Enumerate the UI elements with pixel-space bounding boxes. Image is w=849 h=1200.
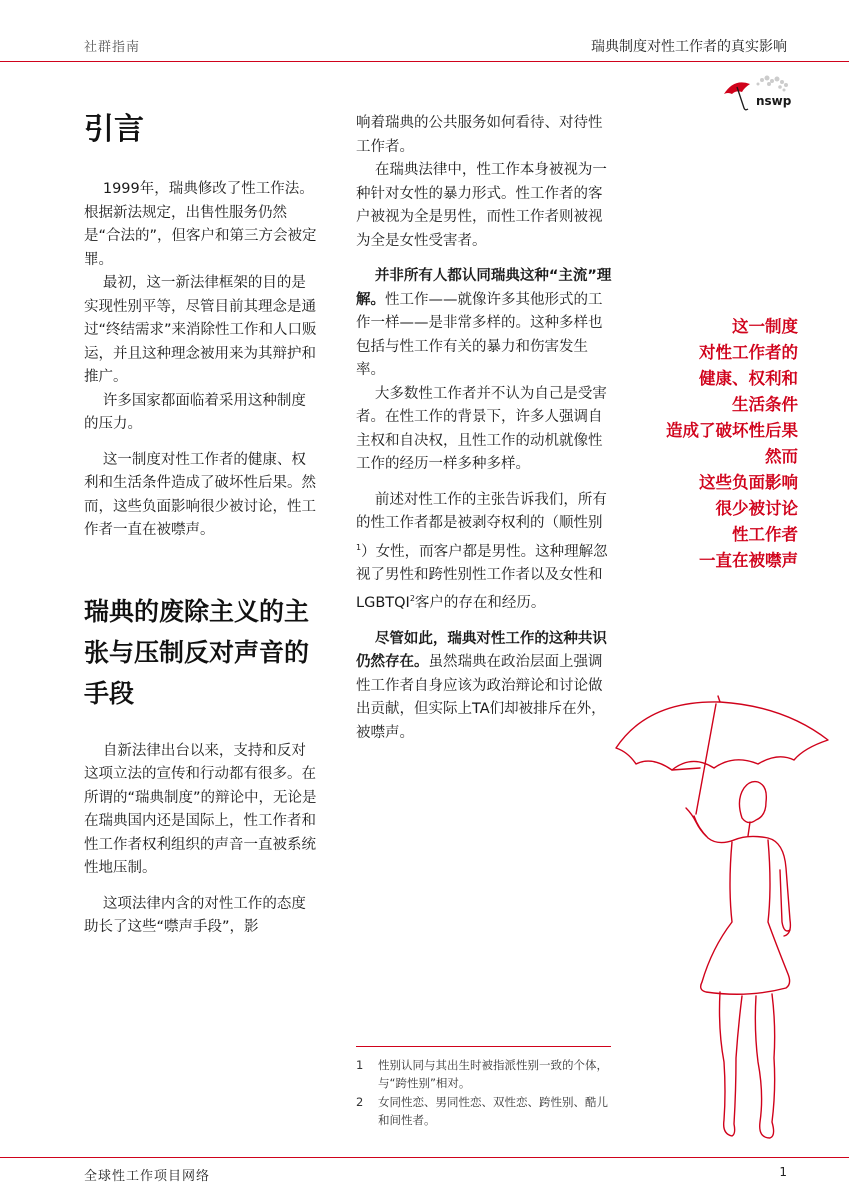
col2-paragraph-2: [356, 265, 612, 383]
left-column: [84, 112, 320, 940]
col2-paragraph-5: [356, 628, 612, 746]
body-paragraph-1: 自新法律出台以来，支持和反对这项立法的宣传和行动都有很多。在所谓的“瑞典制度”的辩论中，无论是在瑞典国内还是国际上，性工作者和性工作者权利组织的声音一直被系统性地压制。: [84, 742, 317, 876]
col2-paragraph-1: 在瑞典法律中，性工作本身被视为一种针对女性的暴力形式。性工作者的客户被视为全是男性，而性工作者则被视为全是女性受害者。: [356, 162, 607, 249]
pull-quote-line: 一直在被噤声: [699, 551, 798, 570]
col2-paragraph-4: [356, 489, 612, 616]
footnote-divider: [356, 1046, 611, 1047]
pull-quote: [666, 314, 798, 574]
intro-paragraph-2: 最初，这一新法律框架的目的是实现性别平等，尽管目前其理念是通过“终结需求”来消除性工作和人口贩运，并且这种理念被用来为其辩护和推广。: [84, 275, 317, 385]
footnote-ref-2: 2: [409, 594, 415, 604]
umbrella-figure-illustration: [608, 690, 838, 1150]
heading-introduction: 引言: [84, 112, 144, 147]
body-paragraph-2: 这项法律内含的对性工作的态度助长了这些“噤声手段”，影: [84, 895, 306, 935]
footnote-number: 1: [356, 1058, 364, 1072]
col2-paragraph-4-part-b: ）女性，而客户都是男性。这种理解忽视了男性和跨性别性工作者以及女性和LGBTQI: [356, 543, 608, 612]
footnote-item: [356, 1056, 611, 1092]
pull-quote-line: 这些负面影响: [699, 473, 798, 492]
right-column: [356, 112, 612, 745]
header-document-title: 瑞典制度对性工作者的真实影响: [591, 39, 787, 55]
col2-paragraph-4-part-a: 前述对性工作的主张告诉我们，所有的性工作者都是被剥夺权利的（顺性别: [356, 491, 607, 531]
header-divider: [0, 61, 849, 62]
pull-quote-line: 然而: [765, 447, 798, 466]
heading-swedish-abolitionism: 瑞典的废除主义的主张与压制反对声音的手段: [84, 596, 310, 708]
header-section-label: 社群指南: [84, 40, 141, 55]
footnote-ref-1: 1: [356, 542, 362, 552]
intro-paragraph-3: 许多国家都面临着采用这种制度的压力。: [84, 392, 306, 432]
col2-paragraph-2-lead: 并非所有人都认同瑞典这种“主流”理解。: [356, 268, 612, 308]
col2-paragraph-3: 大多数性工作者并不认为自己是受害者。在性工作的背景下，许多人强调自主权和自决权，且性工作的动机就像性工作的经历一样多种多样。: [356, 385, 607, 472]
logo-text: nswp: [756, 94, 792, 108]
col2-paragraph-5-rest: 虽然瑞典在政治层面上强调性工作者自身应该为政治辩论和讨论做出贡献，但实际上TA们却被排斥在外，被噤声。: [356, 654, 606, 741]
col2-paragraph-0: 响着瑞典的公共服务如何看待、对待性工作者。: [356, 115, 603, 155]
footnote-text: 女同性恋、男同性恋、双性恋、跨性别、酷儿和间性者。: [378, 1095, 608, 1127]
intro-paragraph-1: 1999年，瑞典修改了性工作法。根据新法规定，出售性服务仍然是“合法的”，但客户和第三方会被定罪。: [84, 181, 317, 268]
pull-quote-line: 生活条件: [732, 395, 798, 414]
footnote-number: 2: [356, 1095, 364, 1109]
pull-quote-line: 很少被讨论: [715, 499, 798, 518]
footnotes: [356, 1056, 611, 1130]
page-number: 1: [779, 1165, 787, 1179]
pull-quote-line: 这一制度: [732, 317, 798, 336]
col2-paragraph-2-rest: 性工作——就像许多其他形式的工作一样——是非常多样的。这种多样也包括与性工作有关的暴力和伤害发生率。: [356, 291, 603, 378]
col2-paragraph-4-part-c: 客户的存在和经历。: [414, 595, 546, 612]
footer-divider: [0, 1157, 849, 1158]
pull-quote-line: 造成了破坏性后果: [666, 421, 798, 440]
pull-quote-line: 对性工作者的: [699, 343, 798, 362]
footnote-text: 性别认同与其出生时被指派性别一致的个体，与“跨性别”相对。: [378, 1058, 608, 1090]
footnote-item: [356, 1093, 611, 1129]
footer-organization: 全球性工作项目网络: [84, 1169, 211, 1184]
pull-quote-line: 健康、权利和: [699, 369, 798, 388]
pull-quote-line: 性工作者: [732, 525, 798, 544]
intro-paragraph-4: 这一制度对性工作者的健康、权利和生活条件造成了破坏性后果。然而，这些负面影响很少被讨论，性工作者一直在被噤声。: [84, 451, 316, 538]
col2-paragraph-5-lead: 尽管如此，瑞典对性工作的这种共识仍然存在。: [356, 630, 607, 671]
